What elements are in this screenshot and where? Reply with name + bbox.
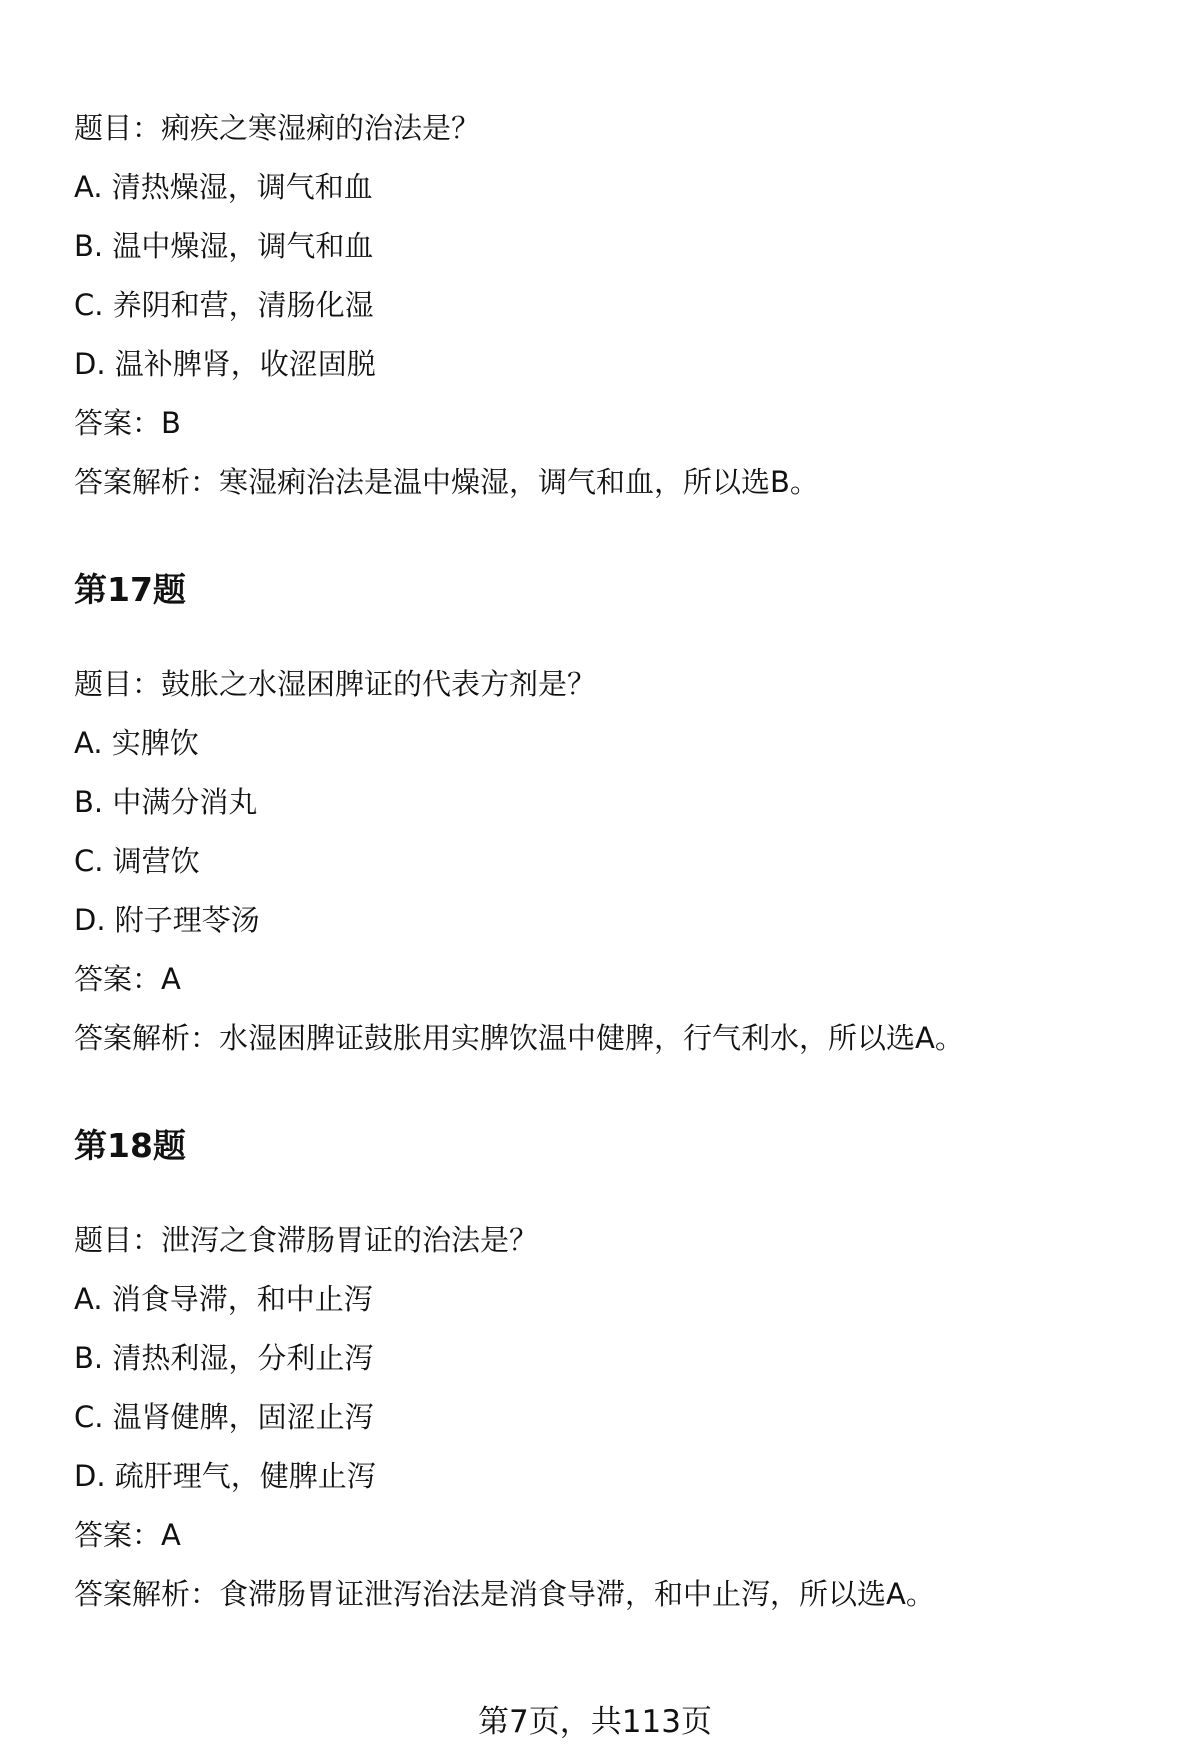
question-text: 题目：泄泻之食滞肠胃证的治法是？: [74, 1223, 539, 1257]
question-text: 题目：鼓胀之水湿困脾证的代表方剂是？: [74, 667, 597, 701]
question-text: 题目：痢疾之寒湿痢的治法是？: [74, 111, 481, 145]
answer: 答案：A: [74, 962, 181, 996]
question-heading: 第18题: [74, 1126, 186, 1165]
option-b: B. 温中燥湿，调气和血: [74, 229, 374, 263]
option-b: B. 中满分消丸: [74, 785, 258, 819]
option-d: D. 温补脾肾，收涩固脱: [74, 347, 376, 381]
option-d: D. 附子理苓汤: [74, 903, 260, 937]
option-a: A. 消食导滞，和中止泻: [74, 1282, 373, 1316]
option-c: C. 养阴和营，清肠化湿: [74, 288, 374, 322]
option-b: B. 清热利湿，分利止泻: [74, 1341, 374, 1375]
answer-analysis: 答案解析：寒湿痢治法是温中燥湿，调气和血，所以选B。: [74, 465, 819, 499]
option-a: A. 实脾饮: [74, 726, 199, 760]
option-d: D. 疏肝理气，健脾止泻: [74, 1459, 376, 1493]
answer: 答案：B: [74, 406, 181, 440]
answer-analysis: 答案解析：食滞肠胃证泄泻治法是消食导滞，和中止泻，所以选A。: [74, 1577, 935, 1611]
question-heading: 第17题: [74, 570, 186, 609]
option-c: C. 调营饮: [74, 844, 200, 878]
answer-analysis: 答案解析：水湿困脾证鼓胀用实脾饮温中健脾，行气利水，所以选A。: [74, 1021, 964, 1055]
option-c: C. 温肾健脾，固涩止泻: [74, 1400, 374, 1434]
answer: 答案：A: [74, 1518, 181, 1552]
page-number: 第7页，共113页: [478, 1704, 712, 1740]
option-a: A. 清热燥湿，调气和血: [74, 170, 373, 204]
